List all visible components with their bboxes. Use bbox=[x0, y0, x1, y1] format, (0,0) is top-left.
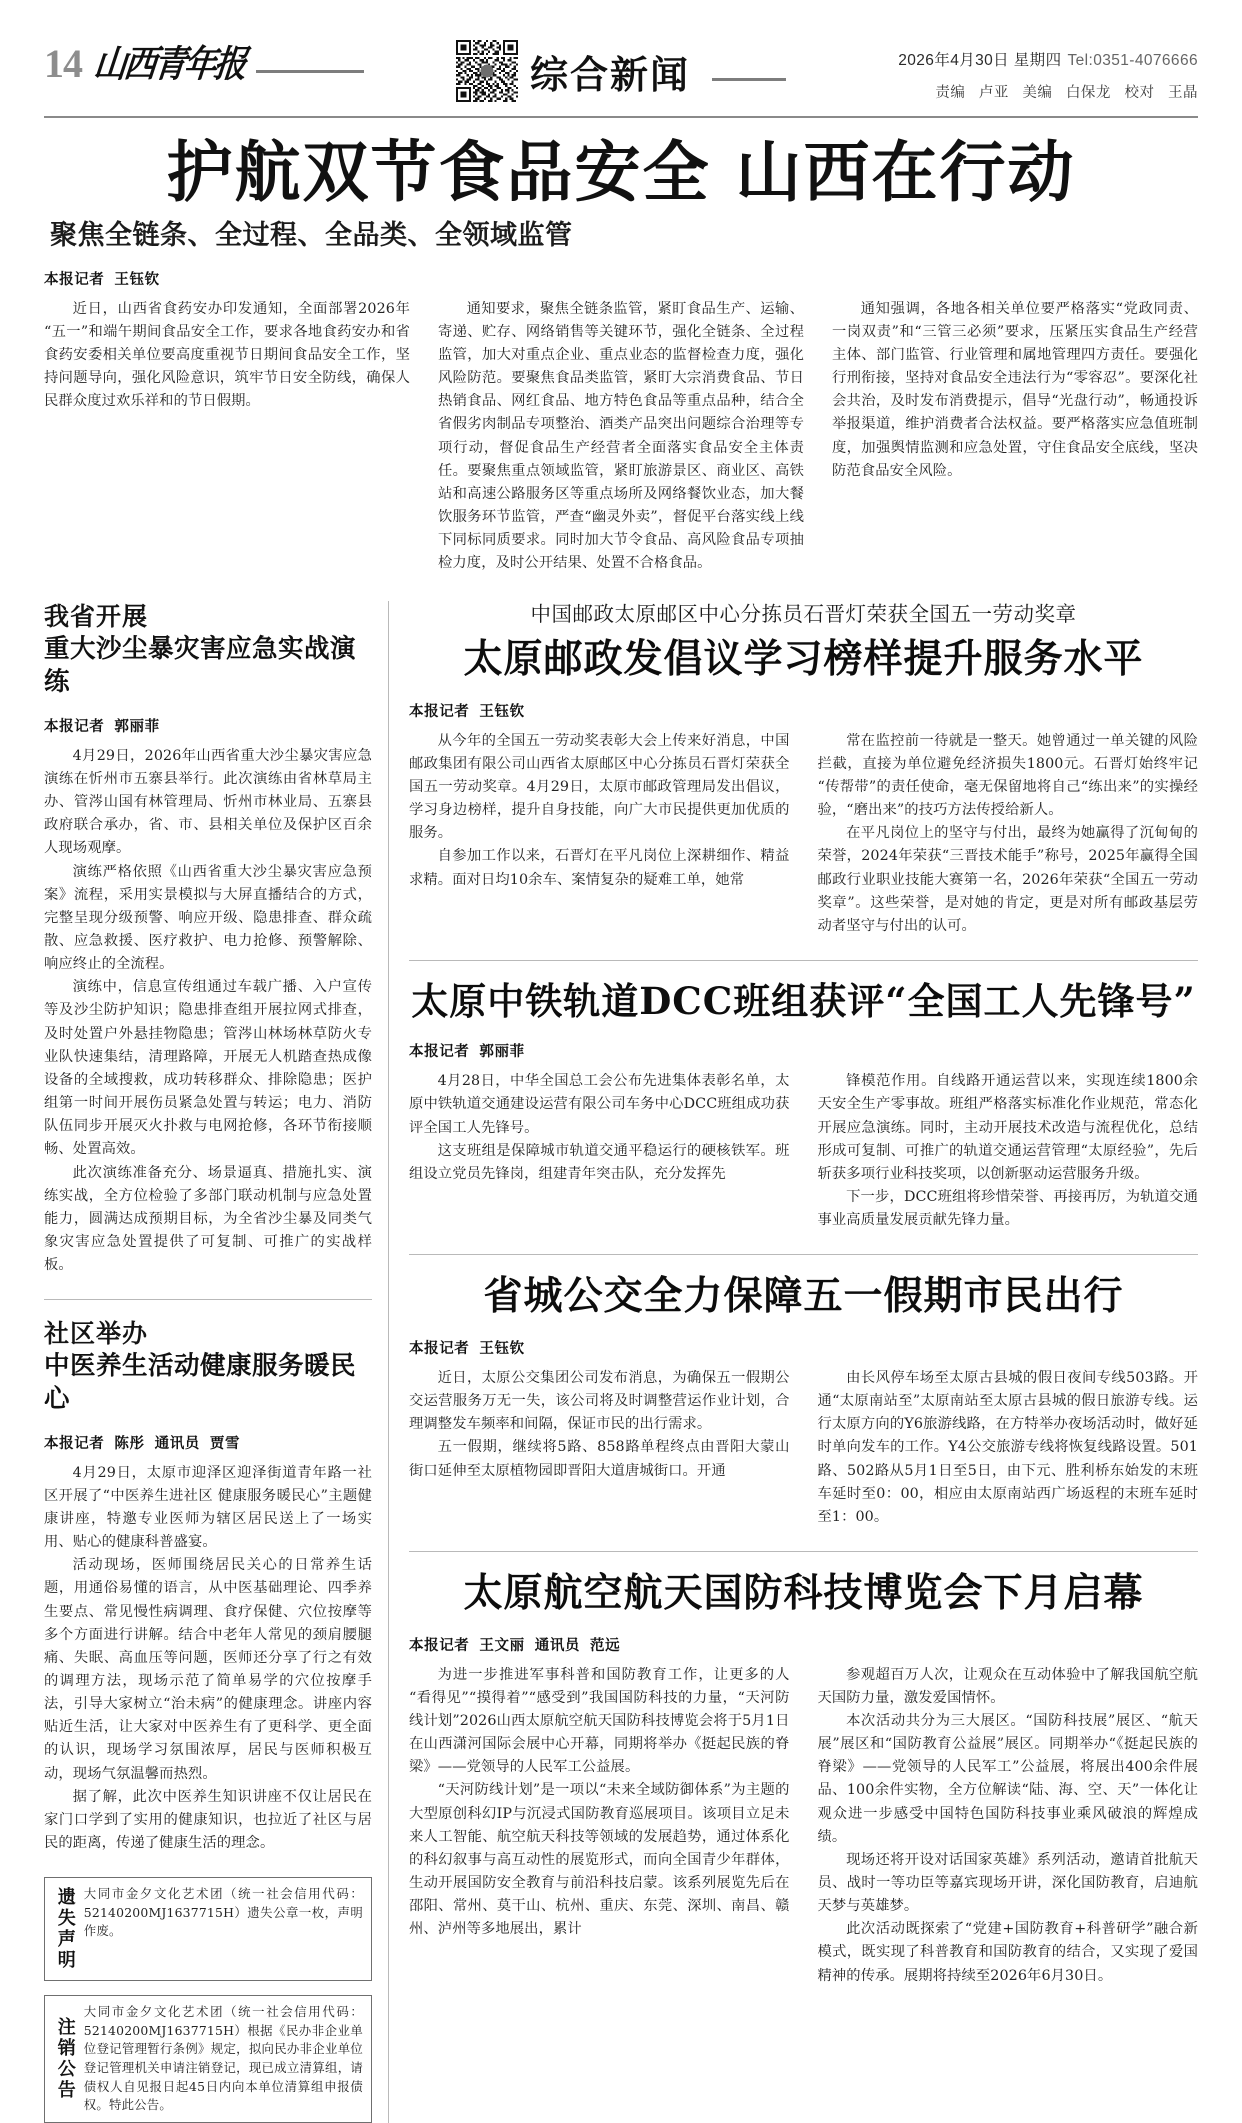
article-column-1 bbox=[409, 730, 804, 938]
article-headline: 太原邮政发倡议学习榜样提升服务水平 bbox=[463, 636, 1144, 683]
page-number: 14 bbox=[44, 41, 82, 86]
article-byline bbox=[409, 1634, 1198, 1655]
article-byline bbox=[44, 715, 372, 736]
qr-code-icon[interactable] bbox=[456, 40, 518, 102]
masthead-rule-right bbox=[712, 78, 786, 81]
credits bbox=[898, 81, 1198, 102]
notice-text: 大同市金夕文化艺术团（统一社会信用代码：52140200MJ1637715H）根据《民办非企业单位登记管理暂行条例》规定，拟向民办非企业单位登记管理机关申请注销登记，现已成立清算组，请债权人自见报日起45日内向本单位清算组申报债权。特此公告。 bbox=[83, 2004, 363, 2113]
paragraph: 近日，山西省食药安办印发通知，全面部署2026年“五一”和端午期间食品安全工作，要求各地食药安办和省食药安委相关单位要高度重视节日期间食品安全工作，坚持问题导向，强化风险意识，筑牢节日安全防线，确保人民群众度过欢乐祥和的节日假期。 bbox=[44, 300, 410, 410]
left-rail bbox=[44, 601, 389, 2122]
article-byline bbox=[409, 700, 1198, 721]
paragraph: 现场还将开设对话国家英雄》系列活动，邀请首批航天员、战时一等功臣等嘉宾现场开讲，深化国防教育，启迪航天梦与英雄梦。 bbox=[817, 1851, 1198, 1915]
byline-name: 王文丽 bbox=[479, 1637, 525, 1654]
article-columns bbox=[409, 730, 1198, 938]
lead-byline bbox=[44, 268, 1198, 289]
paragraph: 通知要求，聚焦全链条监管，紧盯食品生产、运输、寄递、贮存、网络销售等关键环节，强化全链条、全过程监管，加大对重点企业、重点业态的监督检查力度，强化风险防范。要聚焦食品类监管，紧盯大宗消费食品、节日热销食品、网红食品、地方特色食品等重点品种，结合全省假劣肉制品专项整治、酒类产品突出问题综合治理等专项行动，督促食品生产经营者全面落实食品安全主体责任。要聚焦重点领域监管，紧盯旅游景区、商业区、高铁站和高速公路服务区等重点场所及网络餐饮业态，加大餐饮服务环节监管，严查“幽灵外卖”，督促平台落实线上线下同标同质要求。同时加大节令食品、高风险食品专项抽检力度，及时公开结果、处置不合格食品。 bbox=[438, 300, 804, 572]
article-postal-award bbox=[409, 601, 1198, 938]
paragraph: 下一步，DCC班组将珍惜荣誉、再接再厉，为轨道交通事业高质量发展贡献先锋力量。 bbox=[817, 1189, 1198, 1229]
paragraph: 此次活动既探索了“党建+国防教育+科普研学”融合新模式，既实现了科普教育和国防教育的结合，又实现了爱国精神的传承。展期将持续至2026年6月30日。 bbox=[817, 1921, 1198, 1984]
article-byline bbox=[44, 1432, 372, 1453]
paragraph: 活动现场，医师围绕居民关心的日常养生话题，用通俗易懂的语言，从中医基础理论、四季养生要点、常见慢性病调理、食疗保健、穴位按摩等多个方面进行讲解。结合中老年人常见的颈肩腰腿痛、失眠、高血压等问题，医师还分享了行之有效的调理方法，现场示范了简单易学的穴位按摩手法，引导大家树立“治未病”的健康理念。讲座内容贴近生活，让大家对中医养生有了更科学、更全面的认识，现场学习氛围浓厚，居民与医师积极互动，现场气氛温馨而热烈。 bbox=[44, 1557, 372, 1782]
article-headline: 省城公交全力保障五一假期市民出行 bbox=[483, 1273, 1124, 1320]
article-shoulder-headline: 社区举办 bbox=[44, 1319, 149, 1349]
article-columns bbox=[409, 1070, 1198, 1232]
byline-label: 本报记者 bbox=[44, 718, 105, 735]
paragraph: 为进一步推进军事科普和国防教育工作，让更多的人“看得见”“摸得着”“感受到”我国国防科技的力量，“天河防线计划”2026山西太原航空航天国防科技博览会将于5月1日在山西潇河国际会展中心开幕，同期将举办《挺起民族的脊梁》——党领导的人民军工公益展。 bbox=[409, 1666, 790, 1776]
article-divider bbox=[44, 1299, 372, 1300]
article-byline bbox=[409, 1337, 1198, 1358]
article-kicker: 中国邮政太原邮区中心分拣员石晋灯荣获全国五一劳动奖章 bbox=[530, 602, 1077, 627]
article-column-2 bbox=[804, 1070, 1199, 1232]
credit-proof-label: 校对 bbox=[1124, 85, 1155, 101]
masthead-meta bbox=[898, 34, 1198, 102]
paragraph: 演练严格依照《山西省重大沙尘暴灾害应急预案》流程，采用实景模拟与大屏直播结合的方式，完整呈现分级预警、响应开级、隐患排查、群众疏散、应急救援、医疗救护、电力抢修、预警解除、响应终止的全流程。 bbox=[44, 863, 372, 973]
right-body bbox=[389, 601, 1198, 2122]
paragraph: 本次活动共分为三大展区。“国防科技展”展区、“航天展”展区和“国防教育公益展”展区。同期举办“《挺起民族的脊梁》——党领导的人民军工”公益展，将展出400余件展品、100余件实物，全方位解读“陆、海、空、天”一体化让观众进一步感受中国特色国防科技事业乘风破浪的辉煌成绩。 bbox=[817, 1712, 1198, 1845]
notice-label: 注销公告 bbox=[54, 2017, 76, 2102]
notice-label: 遗失声明 bbox=[54, 1887, 76, 1972]
byline-label: 本报记者 bbox=[44, 1435, 105, 1452]
masthead bbox=[44, 34, 1198, 112]
article-columns bbox=[409, 1664, 1198, 1988]
article-aerospace-expo bbox=[409, 1570, 1198, 1988]
notice-text: 大同市金夕文化艺术团（统一社会信用代码：52140200MJ1637715H）遗失公章一枚，声明作废。 bbox=[83, 1886, 363, 1939]
paragraph: 近日，太原公交集团公司发布消息，为确保五一假期公交运营服务万无一失，该公司将及时调整营运作业计划，合理调整发车频率和间隔，保证市民的出行需求。 bbox=[409, 1369, 790, 1433]
paragraph: 参观超百万人次，让观众在互动体验中了解我国航空航天国防力量，激发爱国情怀。 bbox=[817, 1666, 1198, 1706]
byline-name: 王钰钦 bbox=[479, 703, 525, 720]
section-header bbox=[456, 40, 786, 102]
classified-notice-deregistration bbox=[44, 1995, 372, 2123]
section-title: 综合新闻 bbox=[529, 52, 691, 97]
classified-notice-lost-seal bbox=[44, 1877, 372, 1981]
article-dcc-team bbox=[409, 979, 1198, 1232]
paragraph: 锋模范作用。自线路开通运营以来，实现连续1800余天安全生产零事故。班组严格落实标准化作业规范，常态化开展应急演练。同时，主动开展技术改造与流程优化，总结形成可复制、可推广的轨道交通运营管理“太原经验”，先后斩获多项行业科技奖项，以创新驱动运营服务升级。 bbox=[817, 1073, 1198, 1182]
masthead-rule-left bbox=[256, 70, 364, 73]
paragraph: 五一假期，继续将5路、858路单程终点由晋阳大蒙山街口延伸至太原植物园即晋阳大道唐城街口。开通 bbox=[409, 1439, 790, 1479]
lead-headline: 护航双节食品安全 山西在行动 bbox=[166, 133, 1076, 211]
paragraph: 据了解，此次中医养生知识讲座不仅让居民在家门口学到了实用的健康知识，也拉近了社区与居民的距离，传递了健康生活的理念。 bbox=[44, 1788, 372, 1852]
paragraph: 此次演练准备充分、场景逼真、措施扎实、演练实战，全方位检验了多部门联动机制与应急处置能力，圆满达成预期目标，为全省沙尘暴及同类气象灾害应急处置提供了可复制、可推广的实战样板。 bbox=[44, 1164, 372, 1274]
article-divider bbox=[409, 1551, 1198, 1552]
byline-extra-label: 通讯员 bbox=[534, 1637, 581, 1654]
byline-extra-label: 通讯员 bbox=[154, 1435, 200, 1452]
byline-label: 本报记者 bbox=[409, 703, 470, 720]
byline-name: 王钰钦 bbox=[479, 1340, 525, 1357]
byline-extra-name: 范远 bbox=[590, 1637, 621, 1654]
article-divider bbox=[409, 1254, 1198, 1255]
credit-proof-name: 王晶 bbox=[1168, 85, 1198, 101]
credit-art-name: 白保龙 bbox=[1065, 85, 1111, 101]
publication-date: 2026年4月30日 星期四 bbox=[898, 52, 1062, 69]
article-column-1 bbox=[409, 1070, 804, 1232]
telephone: Tel:0351-4076666 bbox=[1067, 52, 1198, 69]
byline-label: 本报记者 bbox=[409, 1637, 470, 1654]
article-headline: 重大沙尘暴灾害应急实战演练 bbox=[44, 634, 357, 698]
publication-date-line bbox=[898, 48, 1198, 70]
article-headline: 太原航空航天国防科技博览会下月启幕 bbox=[463, 1569, 1144, 1616]
article-columns bbox=[409, 1367, 1198, 1529]
article-headline: 太原中铁轨道DCC班组获评“全国工人先锋号” bbox=[411, 979, 1196, 1024]
article-shoulder-headline: 我省开展 bbox=[44, 602, 149, 632]
paragraph: 自参加工作以来，石晋灯在平凡岗位上深耕细作、精益求精。面对日均10余车、案情复杂的疑难工单，她常 bbox=[409, 848, 790, 888]
article-bus-service bbox=[409, 1273, 1198, 1529]
paragraph: 这支班组是保障城市轨道交通平稳运行的硬核铁军。班组设立党员先锋岗，组建青年突击队，充分发挥先 bbox=[409, 1142, 790, 1182]
article-divider bbox=[409, 960, 1198, 961]
article-sandstorm-drill bbox=[44, 601, 372, 1277]
paragraph: 在平凡岗位上的坚守与付出，最终为她赢得了沉甸甸的荣誉，2024年荣获“三晋技术能手”称号，2025年赢得全国邮政行业职业技能大赛第一名，2026年荣获“全国五一劳动奖章”。这些荣誉，是对她的肯定，更是对所有邮政基层劳动者坚守与付出的认可。 bbox=[817, 825, 1198, 934]
lead-column-3 bbox=[818, 298, 1198, 576]
article-headline: 中医养生活动健康服务暖民心 bbox=[44, 1351, 357, 1414]
lead-column-2 bbox=[424, 298, 818, 576]
byline-name: 陈彤 bbox=[114, 1435, 145, 1452]
paragraph: 4月28日，中华全国总工会公布先进集体表彰名单，太原中铁轨道交通建设运营有限公司车务中心DCC班组成功获评全国工人先锋号。 bbox=[409, 1073, 790, 1136]
main-content-grid bbox=[44, 601, 1198, 2122]
lead-column-1 bbox=[44, 298, 424, 576]
paragraph: 常在监控前一待就是一整天。她曾通过一单关键的风险拦截，直接为单位避免经济损失1800元。石晋灯始终牢记“传帮带”的责任使命，毫无保留地将自己“练出来”的实操经验，“磨出来”的技巧方法传授给新人。 bbox=[817, 732, 1198, 819]
byline-extra-name: 贾雪 bbox=[209, 1435, 241, 1452]
paragraph: 4月29日，太原市迎泽区迎泽街道青年路一社区开展了“中医养生进社区 健康服务暖民心”主题健康讲座，特邀专业医师为辖区居民送上了一场实用、贴心的健康科普盛宴。 bbox=[44, 1464, 372, 1551]
article-column-2 bbox=[804, 1367, 1199, 1529]
article-column-1 bbox=[409, 1367, 804, 1529]
paragraph: 通知强调，各地各相关单位要严格落实“党政同责、一岗双责”和“三管三必须”要求，压紧压实食品生产经营主体、部门监管、行业管理和属地管理四方责任。要强化行刑衔接，坚持对食品安全违法行为“零容忍”。要深化社会共治，及时发布消费提示，倡导“光盘行动”，畅通投诉举报渠道，维护消费者合法权益。要严格落实应急值班制度，加强舆情监测和应急处置，守住食品安全底线，坚决防范食品安全风险。 bbox=[832, 300, 1198, 479]
paragraph: 由长风停车场至太原古县城的假日夜间专线503路。开通“太原南站至”太原南站至太原古县城的假日旅游专线。运行太原方向的Y6旅游线路，在方特举办夜场活动时，做好延时单向发车的工作。Y4公交旅游专线将恢复线路设置。501路、502路从5月1日至5日，由下元、胜利桥东始发的末班车延时至0：00，相应由太原南站西广场返程的末班车延时至1：00。 bbox=[817, 1369, 1198, 1525]
byline-label: 本报记者 bbox=[409, 1340, 470, 1357]
lead-subheadline: 聚焦全链条、全过程、全品类、全领域监管 bbox=[50, 219, 573, 251]
credit-art-label: 美编 bbox=[1022, 85, 1053, 101]
credit-editor-name: 卢亚 bbox=[978, 85, 1009, 101]
byline-label: 本报记者 bbox=[409, 1044, 470, 1061]
byline-label: 本报记者 bbox=[44, 271, 105, 288]
paragraph: “天河防线计划”是一项以“未来全域防御体系”为主题的大型原创科幻IP与沉浸式国防教育巡展项目。该项目立足未来人工智能、航空航天科技等领域的发展趋势，通过体系化的科幻叙事与高互动性的展览形式，而向全国青少年群体，生动开展国防安全教育与前沿科技启蒙。该系列展览先后在邵阳、常州、莫干山、杭州、重庆、东莞、深圳、南昌、赣州、泸州等多地展出，累计 bbox=[409, 1782, 790, 1938]
credit-editor-label: 责编 bbox=[935, 85, 966, 101]
lead-columns bbox=[44, 298, 1198, 576]
article-column-2 bbox=[804, 1664, 1199, 1988]
paragraph: 从今年的全国五一劳动奖表彰大会上传来好消息，中国邮政集团有限公司山西省太原邮区中心分拣员石晋灯荣获全国五一劳动奖章。4月29日，太原市邮政管理局发出倡议，学习身边榜样，提升自身技能，向广大市民提供更加优质的服务。 bbox=[409, 732, 790, 842]
byline-name: 郭丽菲 bbox=[479, 1044, 525, 1061]
paper-logo: 山西青年报 bbox=[91, 41, 247, 86]
article-column-1 bbox=[409, 1664, 804, 1988]
byline-name: 郭丽菲 bbox=[114, 718, 160, 735]
article-column-2 bbox=[804, 730, 1199, 938]
paragraph: 演练中，信息宣传组通过车载广播、入户宣传等及沙尘防护知识；隐患排查组开展拉网式排查，及时处置户外悬挂物隐患；管涔山林场林草防火专业队快速集结，清理路障，开展无人机踏查热成像设备的全域搜救，成功转移群众、排除隐患；医护组第一时间开展伤员紧急处置与转运；电力、消防队伍同步开展灭火扑救与电网抢修，各环节衔接顺畅、处置高效。 bbox=[44, 979, 372, 1158]
paragraph: 4月29日，2026年山西省重大沙尘暴灾害应急演练在忻州市五寨县举行。此次演练由省林草局主办、管涔山国有林管理局、忻州市林业局、五寨县政府联合承办，省、市、县相关单位及保护区百余人现场观摩。 bbox=[44, 747, 372, 857]
article-community-tcm bbox=[44, 1318, 372, 1855]
masthead-brand bbox=[44, 34, 247, 86]
byline-name: 王钰钦 bbox=[114, 271, 160, 288]
lead-article bbox=[44, 118, 1198, 575]
article-byline bbox=[409, 1040, 1198, 1061]
